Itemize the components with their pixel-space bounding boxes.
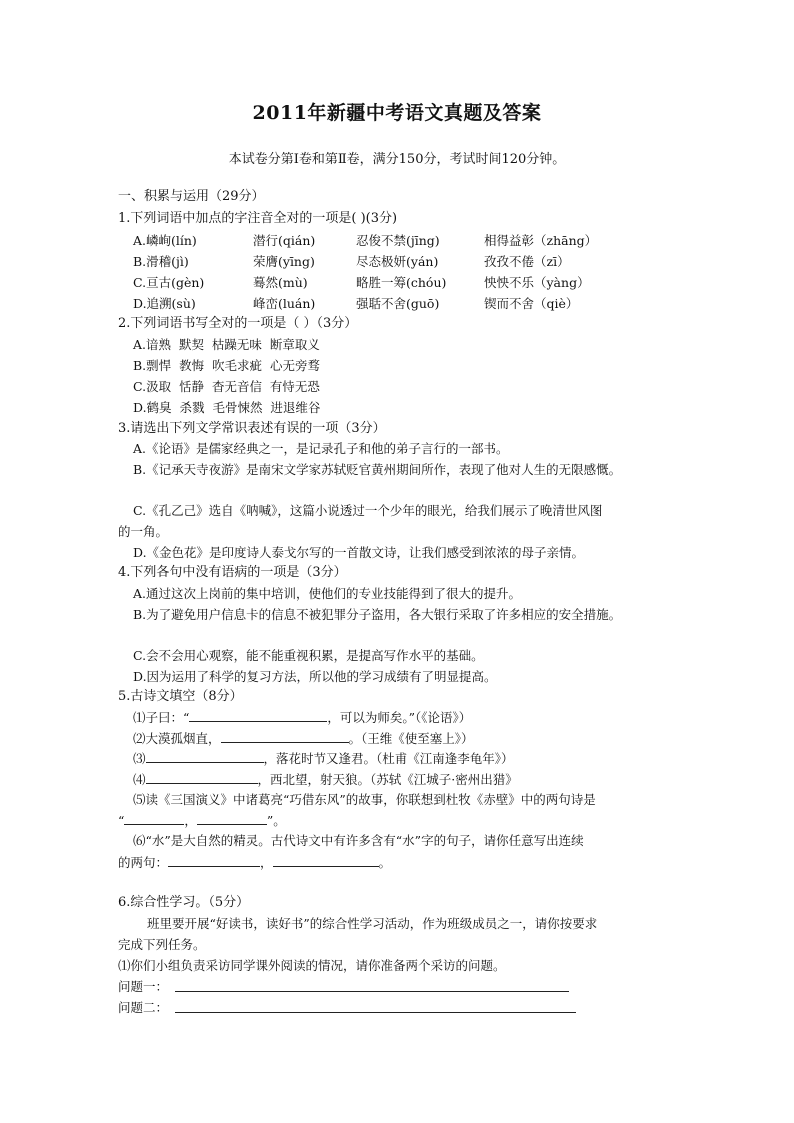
comma: ，: [260, 855, 273, 870]
q1-option-b-3: 尽态极妍(yán): [356, 254, 439, 269]
q2-option-b: B.剽悍 教悔 吹毛求疵 心无旁骛: [133, 358, 321, 373]
answer-blank[interactable]: [146, 750, 264, 763]
q5-item-6-answer: [118, 854, 391, 871]
q2-option-d: D.鹤臭 杀戮 毛骨悚然 进退维谷: [133, 400, 321, 415]
q3-option-d: D.《金色花》是印度诗人泰戈尔写的一首散文诗，让我们感受到浓浓的母子亲情。: [133, 545, 585, 560]
question-3-stem: 3.请选出下列文学常识表述有误的一项（3分）: [118, 421, 386, 436]
answer-blank[interactable]: [197, 812, 267, 825]
q5-item-3-prefix: ⑶: [133, 751, 146, 766]
exam-instructions: 本试卷分第Ⅰ卷和第Ⅱ卷，满分150分，考试时间120分钟。: [228, 152, 566, 167]
q6-paragraph-1: 班里要开展“好读书，读好书”的综合性学习活动，作为班级成员之一，请你按要求: [147, 916, 598, 931]
q5-item-6-prefix: 的两句：: [118, 855, 169, 870]
q3-option-c-cont: 的一角。: [118, 524, 169, 539]
q1-option-c-1: C.亘古(gèn): [133, 275, 205, 290]
question-two-label: 问题二：: [118, 1000, 169, 1015]
q1-option-b-4: 孜孜不倦（zī）: [484, 254, 570, 269]
q1-option-c-4: 怏怏不乐（yàng）: [484, 275, 590, 290]
question-1-stem: 1.下列词语中加点的字注音全对的一项是( )(3分): [118, 211, 398, 226]
q5-item-2-prefix: ⑵大漠孤烟直，: [133, 731, 221, 746]
q5-item-1-prefix: ⑴子曰：“: [133, 710, 190, 725]
question-5-stem: 5.古诗文填空（8分）: [118, 689, 243, 704]
q5-item-6: ⑹“水”是大自然的精灵。古代诗文中有许多含有“水”字的句子，请你任意写出连续: [133, 833, 584, 848]
q2-option-a: A.谙熟 默契 枯躁无味 断章取义: [133, 337, 320, 352]
q1-option-b-1: B.滑稽(jì): [133, 254, 189, 269]
q1-option-a-3: 忍俊不禁(jīng): [356, 233, 440, 248]
q5-item-4: [133, 771, 518, 788]
q5-item-1-suffix: ，可以为师矣。”（《论语》）: [327, 710, 472, 725]
q5-item-2: [133, 730, 474, 747]
q5-item-1: [133, 709, 471, 726]
answer-blank[interactable]: [273, 854, 379, 867]
q2-option-c: C.汲取 恬静 杳无音信 有恃无恐: [133, 379, 320, 394]
question-6-stem: 6.综合性学习。（5分）: [118, 895, 250, 910]
q1-option-b-2: 荣膺(yīng): [253, 254, 315, 269]
q1-option-a-4: 相得益彰（zhāng）: [484, 233, 598, 248]
q4-option-c: C.会不会用心观察，能不能重视积累，是提高写作水平的基础。: [133, 648, 484, 663]
answer-blank[interactable]: [124, 812, 184, 825]
q6-task-1: ⑴你们小组负责采访同学课外阅读的情况，请你准备两个采访的问题。: [118, 958, 506, 973]
section-heading: 一、积累与运用（29分）: [118, 189, 265, 204]
quote-close: ”。: [266, 813, 286, 828]
answer-blank[interactable]: [221, 730, 349, 743]
q3-option-a: A.《论语》是儒家经典之一，是记录孔子和他的弟子言行的一部书。: [133, 441, 509, 456]
q5-item-4-prefix: ⑷: [133, 772, 146, 787]
answer-line-1[interactable]: [175, 991, 569, 992]
question-2-stem: 2.下列词语书写全对的一项是（ ）（3分）: [118, 316, 358, 331]
q1-option-a-1: A.嶙峋(lín): [133, 233, 197, 248]
answer-blank[interactable]: [189, 709, 327, 722]
page-title: 2011年新疆中考语文真题及答案: [252, 102, 542, 124]
q4-option-d: D.因为运用了科学的复习方法，所以他的学习成绩有了明显提高。: [133, 669, 497, 684]
q4-option-a: A.通过这次上岗前的集中培训，使他们的专业技能得到了很大的提升。: [133, 586, 522, 601]
answer-line-2[interactable]: [175, 1012, 576, 1013]
answer-blank[interactable]: [146, 771, 258, 784]
q3-option-c: C.《孔乙己》选自《呐喊》，这篇小说透过一个少年的眼光，给我们展示了晚清世风图: [133, 503, 603, 518]
q5-item-3-suffix: ，落花时节又逢君。（杜甫《江南逢李龟年》）: [263, 751, 514, 766]
q1-option-d-1: D.追溯(sù): [133, 296, 196, 311]
answer-blank[interactable]: [168, 854, 260, 867]
q1-option-a-2: 潜行(qián): [253, 233, 316, 248]
q4-option-b: B.为了避免用户信息卡的信息不被犯罪分子盗用，各大银行采取了许多相应的安全措施。: [133, 607, 622, 622]
q1-option-c-3: 略胜一筹(chóu): [356, 275, 447, 290]
q1-option-d-4: 锲而不舍（qiè）: [484, 296, 579, 311]
comma: ，: [184, 813, 197, 828]
q1-option-d-3: 强聒不舍(guō): [356, 296, 440, 311]
q5-item-3: [133, 750, 514, 767]
q5-item-4-suffix: ，西北望，射天狼。（苏轼《江城子·密州出猎》: [257, 772, 518, 787]
q5-item-5: ⑸读《三国演义》中诸葛亮“巧借东风”的故事，你联想到杜牧《赤壁》中的两句诗是: [133, 792, 596, 807]
question-4-stem: 4.下列各句中没有语病的一项是（3分）: [118, 565, 347, 580]
quote-open: “: [118, 813, 125, 828]
q5-item-2-suffix: 。（王维《使至塞上》）: [348, 731, 474, 746]
question-one-label: 问题一：: [118, 979, 169, 994]
q3-option-b: B.《记承天寺夜游》是南宋文学家苏轼贬官黄州期间所作，表现了他对人生的无限感慨。: [133, 462, 622, 477]
q1-option-c-2: 蓦然(mù): [253, 275, 308, 290]
q1-option-d-2: 峰峦(luán): [253, 296, 316, 311]
q6-paragraph-2: 完成下列任务。: [118, 937, 206, 952]
period: 。: [378, 855, 392, 870]
q5-item-5-answer: [118, 812, 286, 829]
